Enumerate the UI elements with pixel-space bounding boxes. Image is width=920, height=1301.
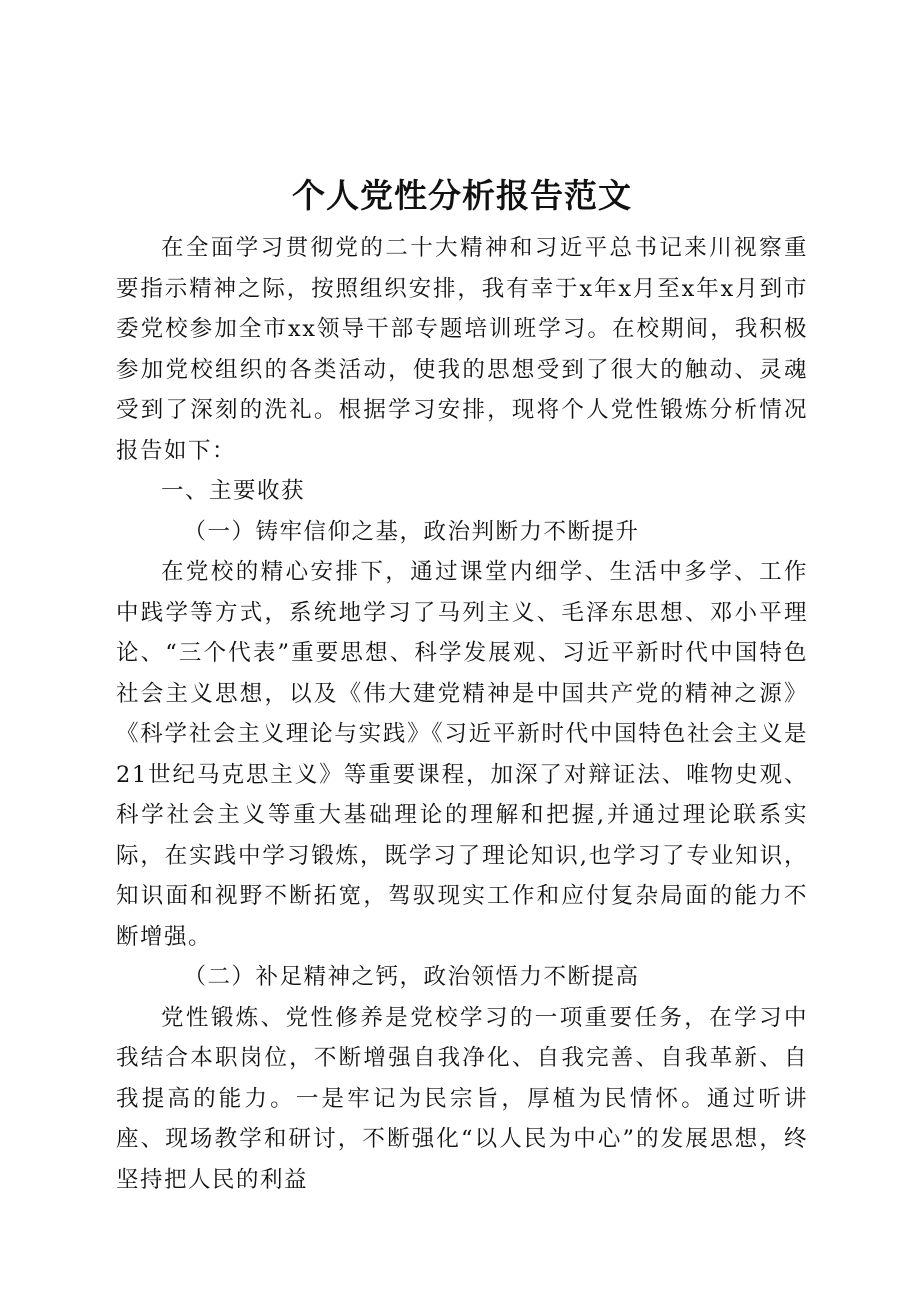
subsection-heading-2: （二）补足精神之钙，政治领悟力不断提高: [183, 964, 640, 990]
document-body: [116, 228, 808, 1200]
subsection-heading-1: （一）铸牢信仰之基，政治判断力不断提升: [183, 518, 640, 545]
section-heading-main-gains: 一、主要收获: [161, 478, 306, 504]
intro-paragraph: 在全面学习贯彻党的二十大精神和习近平总书记来川视察重要指示精神之际，按照组织安排，我有幸于x年x月至x年x月到市委党校参加全市xx领导干部专题培训班学习。在校期间，我积极参加党校组织的各类活动，使我的思想受到了很大的触动、灵魂受到了深刻的洗礼。根据学习安排，现将个人党性锻炼分析情况报告如下：: [116, 235, 808, 464]
document-title: 个人党性分析报告范文: [292, 176, 632, 215]
subsection-1-paragraph: 在党校的精心安排下，通过课堂内细学、生活中多学、工作中践学等方式，系统地学习了马列主义、毛泽东思想、邓小平理论、“三个代表”重要思想、科学发展观、习近平新时代中国特色社会主义思想，以及《伟大建党精神是中国共产党的精神之源》《科学社会主义理论与实践》《习近平新时代中国特色社会主义是21世纪马克思主义》等重要课程，加深了对辩证法、唯物史观、科学社会主义等重大基础理论的理解和把握,并通过理论联系实际，在实践中学习锻炼，既学习了理论知识,也学习了专业知识，知识面和视野不断拓宽，驾驭现实工作和应付复杂局面的能力不断增强。: [116, 559, 808, 950]
subsection-2-paragraph: 党性锻炼、党性修养是党校学习的一项重要任务，在学习中我结合本职岗位，不断增强自我净化、自我完善、自我革新、自我提高的能力。一是牢记为民宗旨，厚植为民情怀。通过听讲座、现场教学和研讨，不断强化“以人民为中心”的发展思想，终坚持把人民的利益: [116, 1004, 808, 1193]
